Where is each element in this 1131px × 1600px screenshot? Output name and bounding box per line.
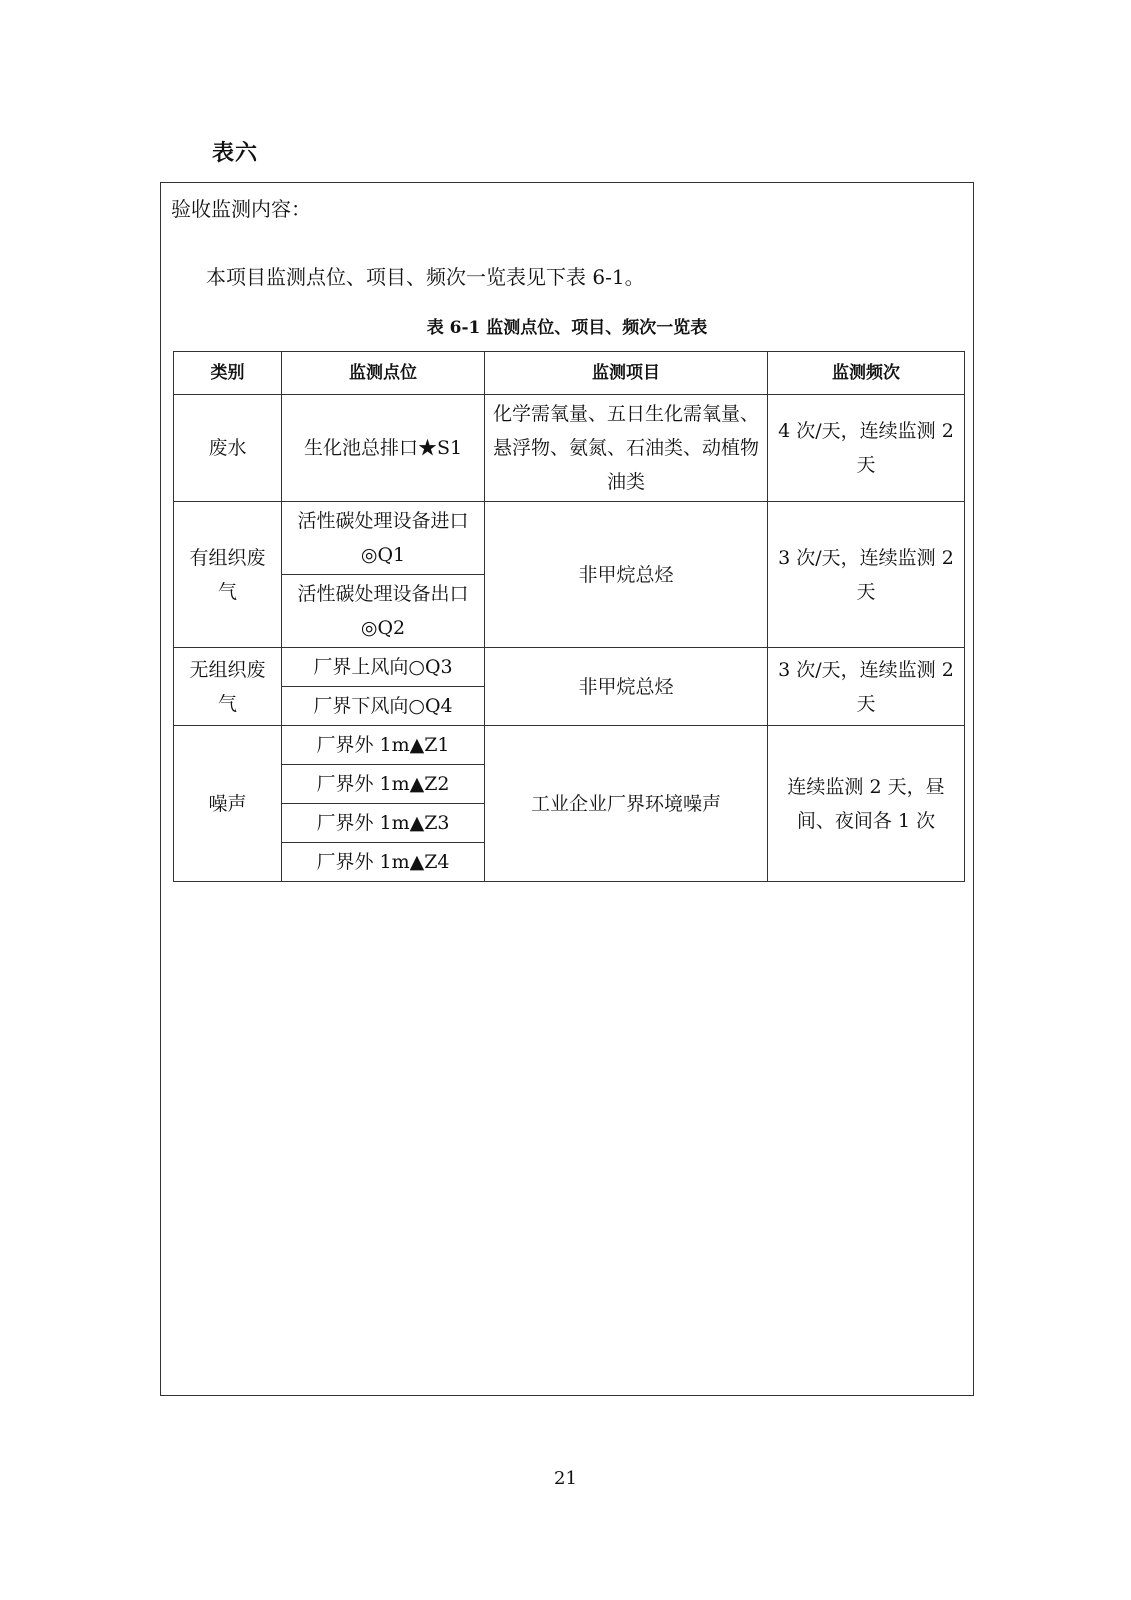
category-cell: 有组织废气: [174, 502, 282, 648]
category-cell: 无组织废气: [174, 648, 282, 726]
intro-text: 本项目监测点位、项目、频次一览表见下表 6-1。: [206, 265, 645, 289]
item-cell: 非甲烷总烃: [485, 502, 768, 648]
item-cell: 工业企业厂界环境噪声: [485, 726, 768, 882]
header-item: 监测项目: [485, 352, 768, 395]
point-cell: 生化池总排口★S1: [282, 395, 485, 502]
category-cell: 废水: [174, 395, 282, 502]
point-cell: 厂界外 1m▲Z4: [282, 843, 485, 882]
header-category: 类别: [174, 352, 282, 395]
frequency-cell: 连续监测 2 天，昼间、夜间各 1 次: [768, 726, 965, 882]
point-cell: 厂界外 1m▲Z1: [282, 726, 485, 765]
content-label: 验收监测内容：: [171, 197, 311, 221]
frequency-cell: 3 次/天，连续监测 2 天: [768, 648, 965, 726]
item-cell: 非甲烷总烃: [485, 648, 768, 726]
point-cell: 活性碳处理设备出口◎Q2: [282, 575, 485, 648]
header-frequency: 监测频次: [768, 352, 965, 395]
content-frame: [160, 182, 974, 1396]
frequency-cell: 4 次/天，连续监测 2 天: [768, 395, 965, 502]
table-header-row: [174, 352, 965, 395]
monitoring-table: [173, 351, 965, 882]
item-cell: 化学需氧量、五日生化需氧量、悬浮物、氨氮、石油类、动植物油类: [485, 395, 768, 502]
point-cell: 厂界上风向○Q3: [282, 648, 485, 687]
header-point: 监测点位: [282, 352, 485, 395]
table-row: [174, 648, 965, 687]
frequency-cell: 3 次/天，连续监测 2 天: [768, 502, 965, 648]
page-number: 21: [554, 1468, 577, 1489]
table-row: [174, 395, 965, 502]
table-row: [174, 726, 965, 765]
table-caption: 表 6-1 监测点位、项目、频次一览表: [426, 318, 708, 338]
table-row: [174, 502, 965, 575]
category-cell: 噪声: [174, 726, 282, 882]
point-cell: 厂界下风向○Q4: [282, 687, 485, 726]
point-cell: 活性碳处理设备进口◎Q1: [282, 502, 485, 575]
section-title: 表六: [212, 140, 259, 166]
point-cell: 厂界外 1m▲Z2: [282, 765, 485, 804]
point-cell: 厂界外 1m▲Z3: [282, 804, 485, 843]
